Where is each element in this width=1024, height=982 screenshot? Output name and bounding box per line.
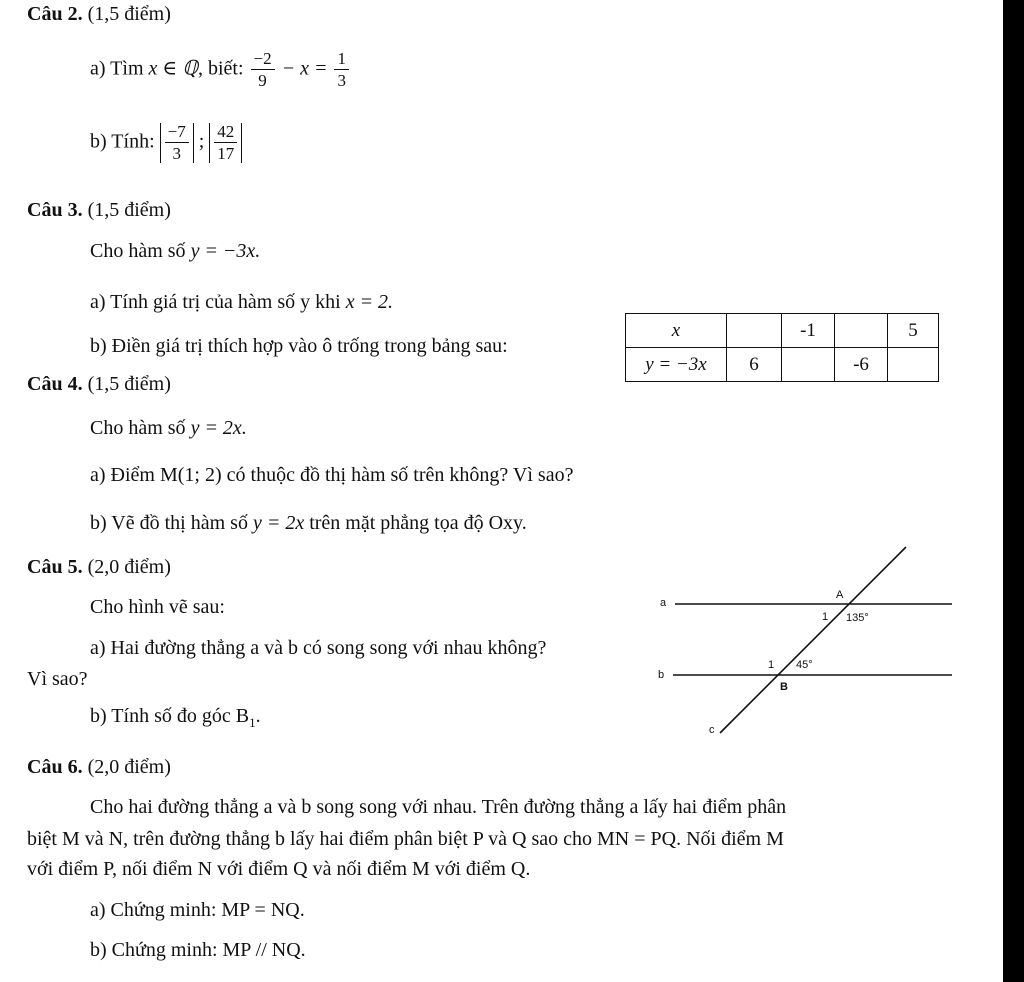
q2-b-prefix: b) Tính: [90,130,155,153]
table-cell: 6 [727,348,782,382]
q5-part-a-line1: a) Hai đường thẳng a và b có song song với nhau không? [90,637,547,659]
q2-a-fraction-2: $\frac{1}{3}$ [334,50,349,90]
q3-func: y = −3x. [190,240,261,262]
q6-points: (2,0 điểm) [87,756,171,778]
q2-a-mid: , biết: [197,57,244,80]
q6-paragraph-line2: biệt M và N, trên đường thẳng b lấy hai điểm phân biệt P và Q sao cho MN = PQ. Nối điểm M [27,828,784,850]
q5-part-b: b) Tính số đo góc $B_1$. [90,705,261,730]
q3-a-expr: x = 2. [345,291,394,313]
q4-point-m: M(1; 2) [159,464,222,486]
label-line-c: c [709,724,715,736]
label-line-a: a [660,597,667,609]
table-cell: x [626,314,727,348]
q4-title: Câu 4. [27,373,83,395]
q3-title: Câu 3. [27,199,83,221]
q5-title: Câu 5. [27,556,83,578]
q2-a-prefix: a) Tìm [90,57,144,80]
label-angle-b-value: 45° [796,659,813,671]
q4-part-a: a) Điểm M(1; 2) có thuộc đồ thị hàm số trên không? Vì sao? [90,464,574,486]
table-cell: y = −3x [626,348,727,382]
label-angle-a1: 1 [822,611,829,623]
q4-b-func: y = 2x [252,512,305,534]
q5-b-angle: B [235,705,250,727]
q3-part-a: a) Tính giá trị của hàm số y khi x = 2. [90,291,394,313]
q2-points: (1,5 điểm) [87,3,171,25]
q3-intro: Cho hàm số y = −3x. [90,240,261,262]
q6-part-a: a) Chứng minh: MP = NQ. [90,899,305,921]
q4-func: y = 2x. [190,417,247,439]
label-angle-a-value: 135° [846,612,869,624]
line-c [720,547,906,733]
q2-b-abs-1: $\frac{-7}{3}$ [160,123,194,163]
right-edge-bar [1003,0,1024,982]
q5-points: (2,0 điểm) [87,556,171,578]
q4-points: (1,5 điểm) [87,373,171,395]
label-angle-b1: 1 [768,659,775,671]
label-point-a: A [836,589,844,601]
label-point-b: B [780,681,788,693]
q2-b-abs-2: $\frac{42}{17}$ [209,123,242,163]
q5-part-a-line2: Vì sao? [27,668,88,690]
q2-a-fraction-1: $\frac{-2}{9}$ [251,50,275,90]
table-cell: -6 [835,348,888,382]
q4-intro: Cho hàm số y = 2x. [90,417,247,439]
q3-part-b: b) Điền giá trị thích hợp vào ô trống trong bảng sau: [90,335,508,357]
q2-a-minus-x: − x = [281,57,328,80]
q6-heading [27,757,171,777]
table-cell: -1 [782,314,835,348]
q5-intro: Cho hình vẽ sau: [90,596,225,618]
q2-a-set: x ∈ ℚ [148,57,198,80]
q2-b-sep: ; [198,130,205,153]
q6-part-b: b) Chứng minh: MP // NQ. [90,939,306,961]
q4-part-b: b) Vẽ đồ thị hàm số y = 2x trên mặt phẳng tọa độ Oxy. [90,512,527,534]
q3-points: (1,5 điểm) [87,199,171,221]
q6-title: Câu 6. [27,756,83,778]
table-cell: 5 [888,314,939,348]
q6-paragraph-line1: Cho hai đường thẳng a và b song song với nhau. Trên đường thẳng a lấy hai điểm phân [90,796,787,818]
label-line-b: b [658,669,665,681]
q2-title: Câu 2. [27,3,83,25]
q6-paragraph-line3: với điểm P, nối điểm N với điểm Q và nối điểm M với điểm Q. [27,858,531,880]
